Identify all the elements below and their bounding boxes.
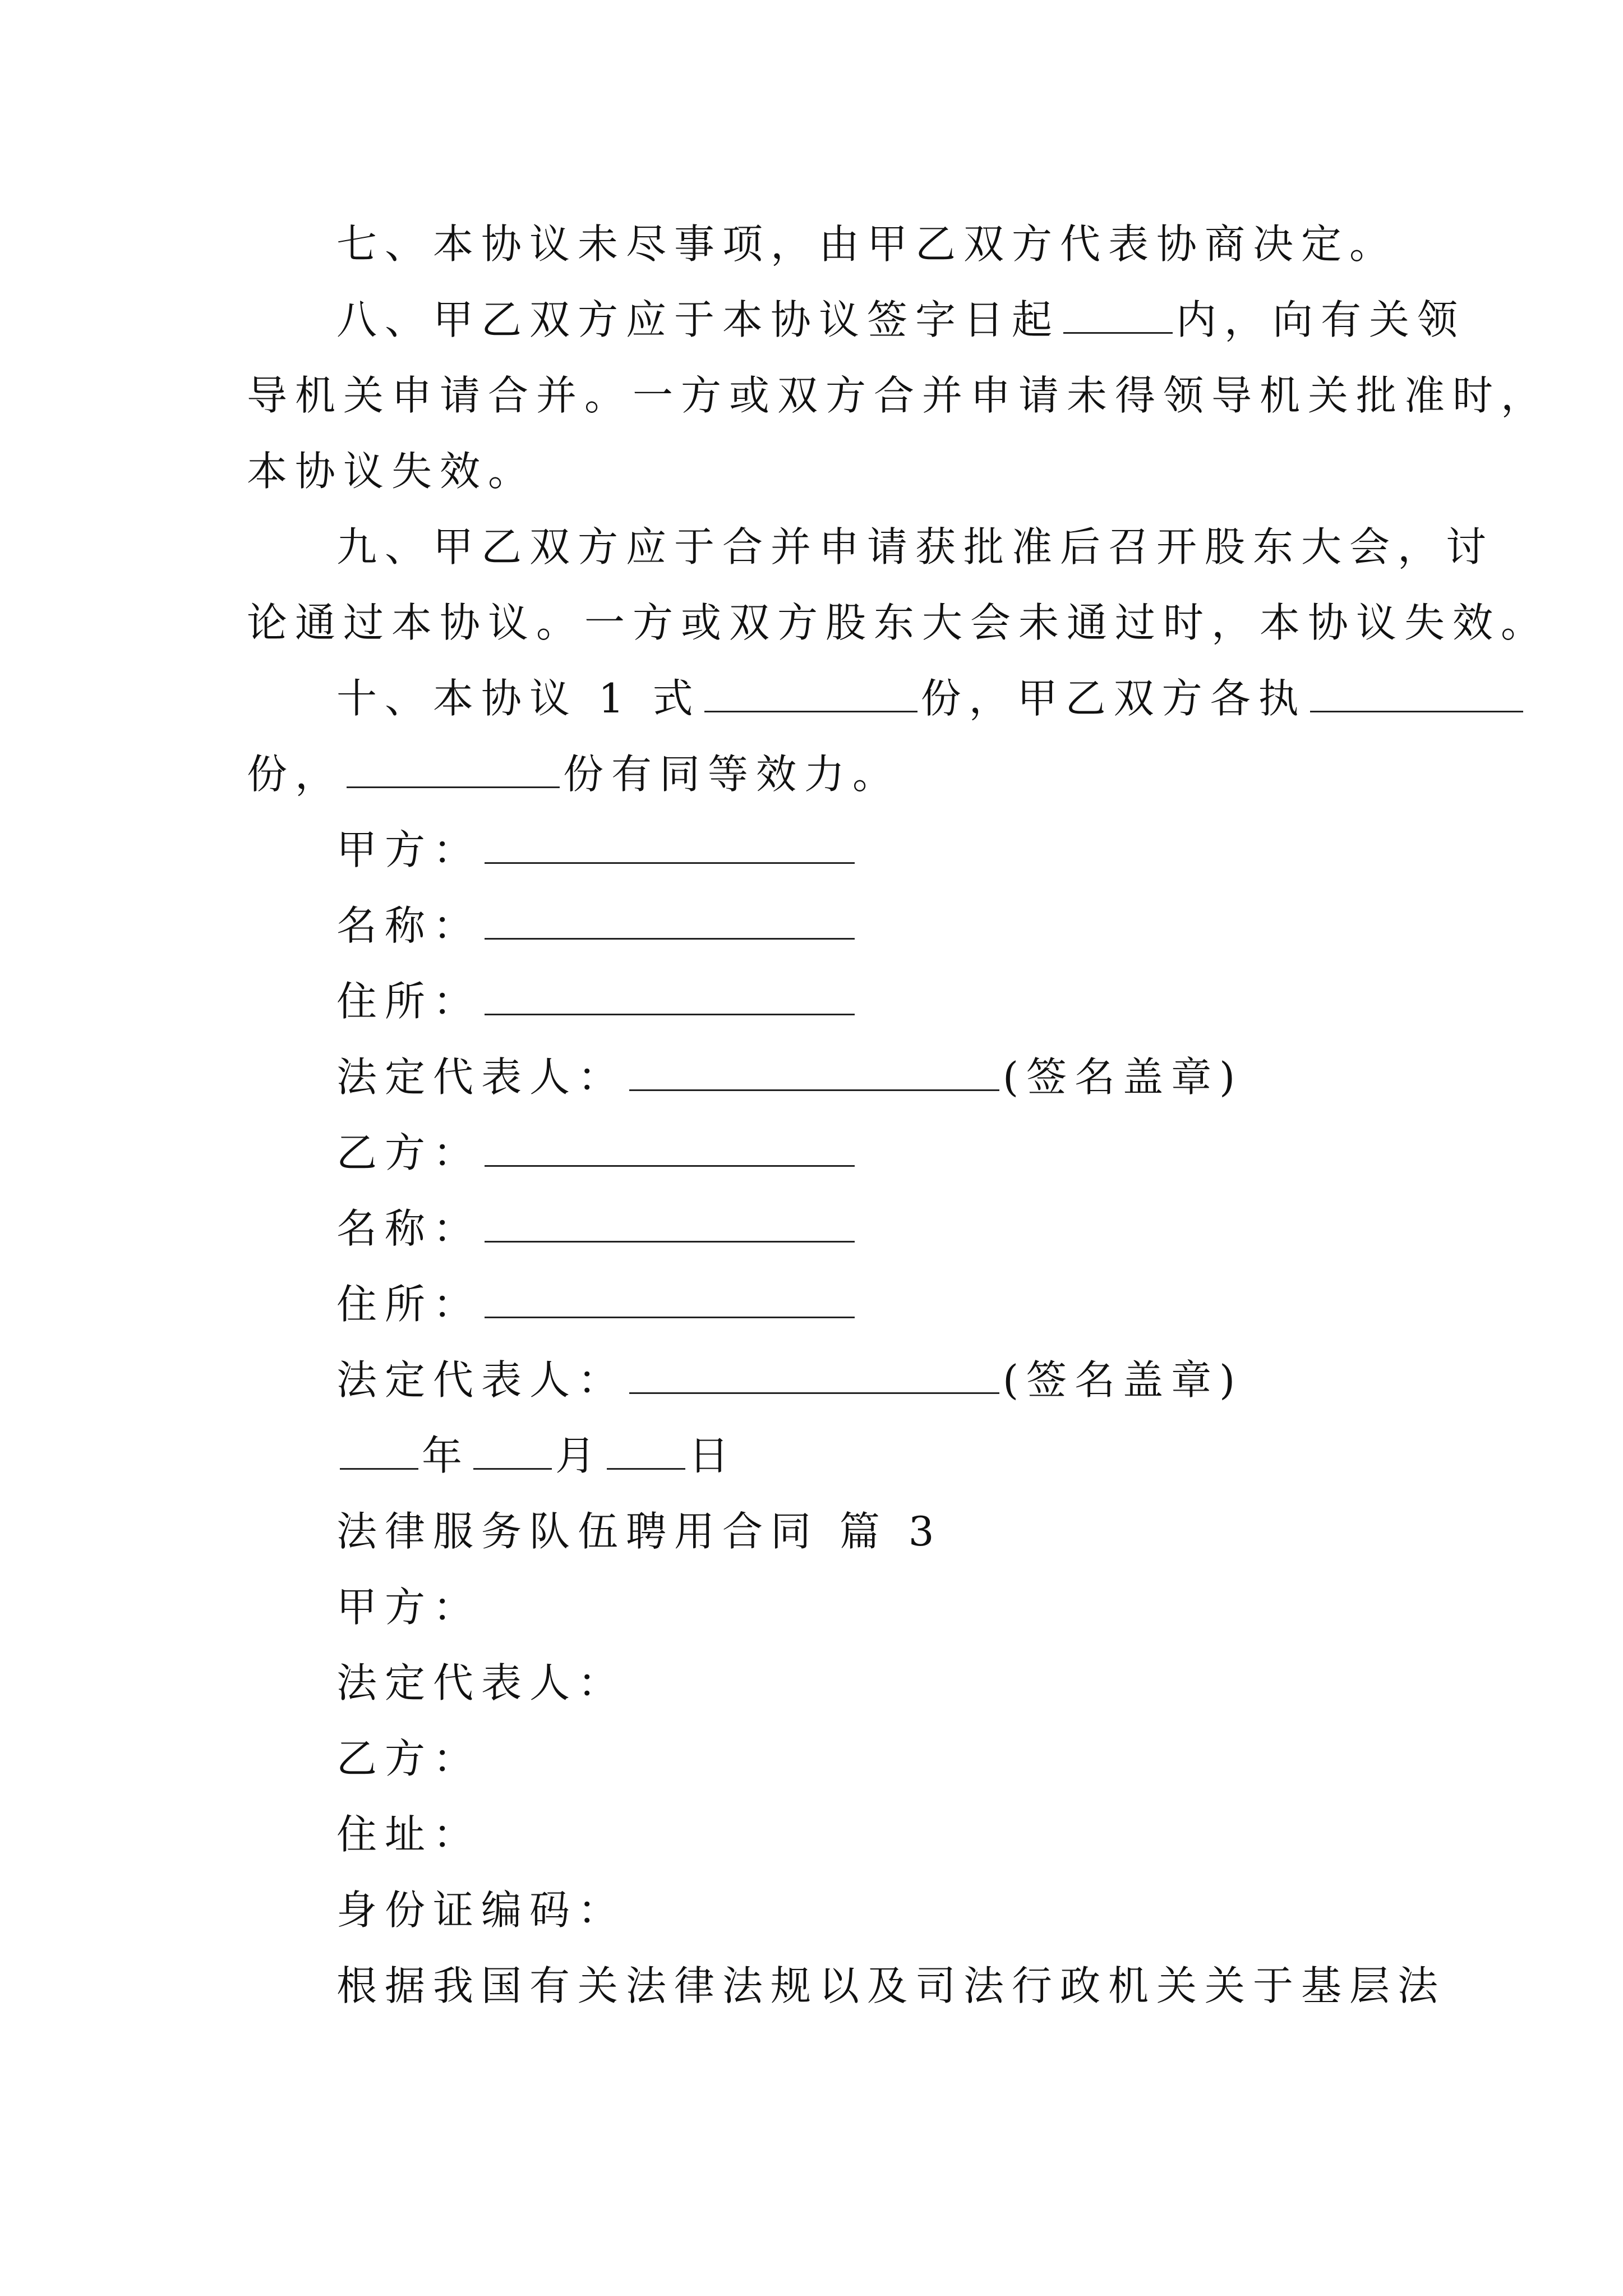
clause-10-text-d: 份有同等效力。 [563,751,901,798]
clause-9-text-a: 九、甲乙双方应于合并申请获批准后召开股东大会，讨 [336,523,1495,570]
month-blank [473,1431,552,1470]
section-3-body-text: 根据我国有关法律法规以及司法行政机关关于基层法 [336,1962,1446,2009]
party-a-address-label: 住所： [336,978,482,1025]
party-a-label: 甲方： [336,826,482,873]
blank-copies-total [704,674,917,712]
clause-10-line-2 [247,743,901,805]
month-label: 月 [555,1432,604,1479]
party-b-rep-row [336,1349,1243,1411]
clause-10-line-1 [336,668,1527,729]
party-a-row [336,819,858,881]
clause-8-line-1 [336,289,1465,351]
party-b-rep-label: 法定代表人： [336,1356,626,1404]
clause-7-text: 七、本协议未尽事项，由甲乙双方代表协商决定。 [336,220,1398,268]
party-b-seal-note: (签名盖章) [1003,1356,1243,1404]
section-3-address [336,1803,481,1865]
party-a-seal-note: (签名盖章) [1003,1053,1243,1101]
blank-copies-equal [347,749,560,788]
party-b-blank [485,1128,855,1167]
clause-8-text-c: 导机关申请合并。一方或双方合并申请未得领导机关批准时， [247,372,1550,419]
section-3-title [336,1501,942,1562]
clause-8-text-b: 内，向有关领 [1176,296,1466,343]
party-b-name-label: 名称： [336,1205,482,1252]
party-b-row [336,1122,858,1184]
clause-8-text-d: 本协议失效。 [247,448,537,495]
blank-days [1063,295,1173,334]
section-3-id-label: 身份证编码： [336,1887,626,1934]
clause-9-line-1 [336,516,1494,578]
clause-8-line-2 [247,365,1549,426]
section-3-id [336,1879,626,1941]
clause-10-text-b: 份，甲乙双方各执 [920,675,1307,722]
date-row [336,1425,737,1487]
clause-8-line-3 [247,440,536,502]
day-blank [607,1431,685,1470]
party-a-address-row [336,970,858,1032]
party-b-rep-blank [629,1355,999,1394]
section-3-party-b-label: 乙方： [336,1735,482,1782]
section-3-body [336,1955,1446,2017]
party-a-rep-label: 法定代表人： [336,1053,626,1101]
clause-8-text-a: 八、甲乙双方应于本协议签字日起 [336,296,1061,343]
day-label: 日 [689,1432,737,1479]
party-a-rep-row [336,1046,1243,1108]
section-3-title-text: 法律服务队伍聘用合同 篇 3 [336,1508,942,1555]
section-3-party-b [336,1728,481,1789]
clause-10-text-a: 十、本协议 1 式 [336,675,701,722]
section-3-address-label: 住址： [336,1811,482,1858]
party-b-label: 乙方： [336,1129,482,1176]
section-3-party-a-label: 甲方： [336,1584,482,1631]
year-label: 年 [422,1432,471,1479]
year-blank [340,1431,418,1470]
party-a-name-blank [485,901,855,940]
party-b-name-row [336,1198,858,1259]
clause-10-text-c: 份， [247,751,344,798]
party-a-name-label: 名称： [336,902,482,949]
party-b-name-blank [485,1204,855,1243]
party-a-address-blank [485,977,855,1015]
clause-9-text-b: 论通过本协议。一方或双方股东大会未通过时，本协议失效。 [247,599,1550,646]
party-a-name-row [336,895,858,956]
party-b-address-blank [485,1280,855,1318]
party-b-address-label: 住所： [336,1281,482,1328]
clause-7 [336,213,1398,275]
party-a-rep-blank [629,1052,999,1091]
section-3-rep [336,1652,626,1714]
blank-copies-each [1310,674,1523,712]
party-a-blank [485,825,855,864]
section-3-rep-label: 法定代表人： [336,1659,626,1706]
party-b-address-row [336,1273,858,1335]
clause-9-line-2 [247,592,1549,654]
section-3-party-a [336,1576,481,1638]
